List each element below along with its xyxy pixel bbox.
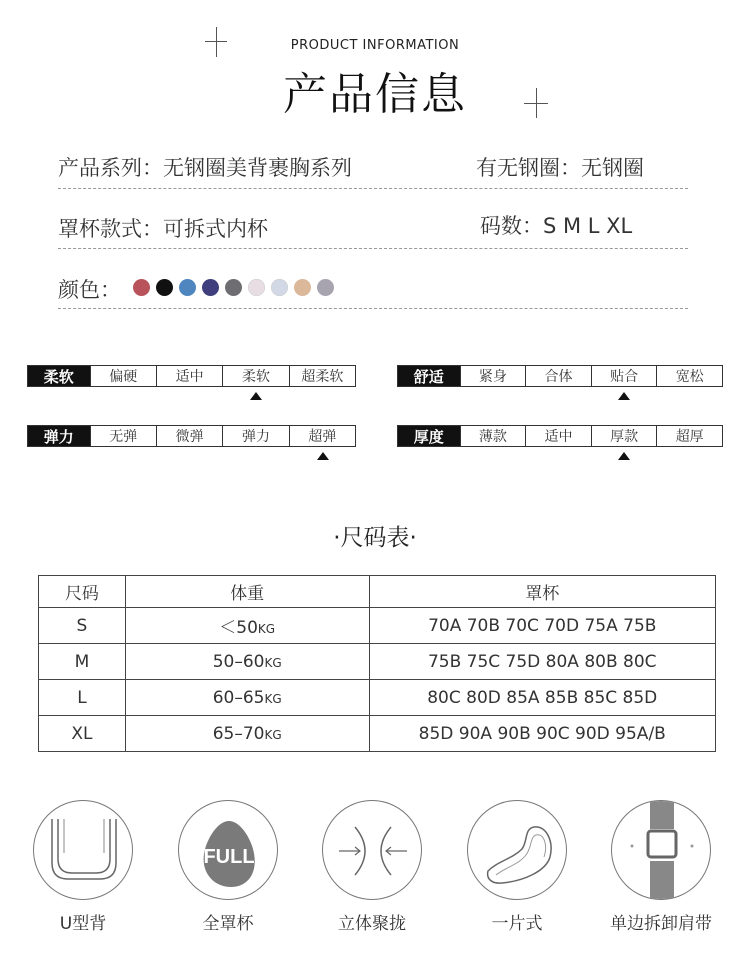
rating-softness [27,365,356,387]
rating-label: 厚度 [398,426,460,446]
weight-unit: KG [264,727,282,742]
color-swatch [294,279,311,296]
u-back-icon [33,800,133,900]
info-color-label: 颜色： [58,278,121,302]
color-swatch [317,279,334,296]
rating-elasticity [27,425,356,447]
info-wire: 有无钢圈：无钢圈 [476,156,644,180]
divider [58,308,688,309]
feature-label: 全罩杯 [202,914,254,934]
rating-option: 厚款 [591,426,657,446]
rating-option: 合体 [525,366,591,386]
rating-marker [618,452,630,460]
rating-option: 柔软 [222,366,288,386]
color-swatch [156,279,173,296]
weight-unit: KG [264,655,282,670]
rating-marker [618,392,630,400]
svg-text:FULL: FULL [203,846,255,868]
color-swatch [225,279,242,296]
color-swatch [133,279,150,296]
rating-option: 超柔软 [289,366,355,386]
divider [58,188,688,189]
rating-option: 弹力 [222,426,288,446]
color-swatch [271,279,288,296]
rating-option: 贴合 [591,366,657,386]
feature-label: 立体聚拢 [338,914,406,934]
info-cup-style: 罩杯款式：可拆式内杯 [58,217,268,241]
rating-thickness [397,425,723,447]
weight-value: 65–70 [212,723,265,744]
rating-option: 超弹 [289,426,355,446]
info-sizes: 码数：S M L XL [480,214,633,238]
rating-option: 偏硬 [90,366,156,386]
weight-cell [125,680,369,716]
divider [58,248,688,249]
color-swatch [202,279,219,296]
weight-value: ＜50 [219,618,258,638]
weight-cell [125,608,369,644]
size-cell: S [39,608,126,644]
english-subtitle: PRODUCT INFORMATION [290,38,460,53]
weight-cell [125,716,369,752]
color-swatch [248,279,265,296]
rating-comfort [397,365,723,387]
rating-label: 舒适 [398,366,460,386]
rating-label: 柔软 [28,366,90,386]
size-table [38,575,716,752]
table-row [39,644,716,680]
size-cell: M [39,644,126,680]
cups-cell: 80C 80D 85A 85B 85C 85D [369,680,716,716]
color-swatch [179,279,196,296]
rating-option: 适中 [156,366,222,386]
cups-cell: 75B 75C 75D 80A 80B 80C [369,644,716,680]
table-header: 尺码 [39,576,126,608]
rating-marker [317,452,329,460]
rating-label: 弹力 [28,426,90,446]
page-title: 产品信息 [283,69,467,120]
weight-value: 60–65 [212,687,265,708]
cups-cell: 85D 90A 90B 90C 90D 95A/B [369,716,716,752]
weight-unit: KG [257,622,276,636]
size-chart-title: ·尺码表· [333,525,417,551]
rating-option: 无弹 [90,426,156,446]
full-cup-icon [178,800,278,900]
table-header: 体重 [125,576,369,608]
table-row [39,608,716,644]
rating-marker [250,392,262,400]
info-series: 产品系列：无钢圈美背裹胸系列 [58,156,352,180]
weight-unit: KG [264,691,282,706]
rating-option: 宽松 [656,366,722,386]
rating-option: 超厚 [656,426,722,446]
feature-label: 一片式 [491,914,543,934]
table-header: 罩杯 [369,576,716,608]
weight-cell [125,644,369,680]
one-piece-icon [467,800,567,900]
feature-label: 单边拆卸肩带 [610,914,712,934]
cups-cell: 70A 70B 70C 70D 75A 75B [369,608,716,644]
rating-option: 紧身 [460,366,526,386]
feature-label: U型背 [59,914,107,934]
rating-option: 适中 [525,426,591,446]
color-swatches [133,279,334,296]
detachable-strap-icon [611,800,711,900]
push-up-icon [322,800,422,900]
weight-value: 50–60 [212,651,265,672]
rating-option: 微弹 [156,426,222,446]
rating-option: 薄款 [460,426,526,446]
size-cell: L [39,680,126,716]
table-row [39,716,716,752]
size-cell: XL [39,716,126,752]
table-row [39,680,716,716]
